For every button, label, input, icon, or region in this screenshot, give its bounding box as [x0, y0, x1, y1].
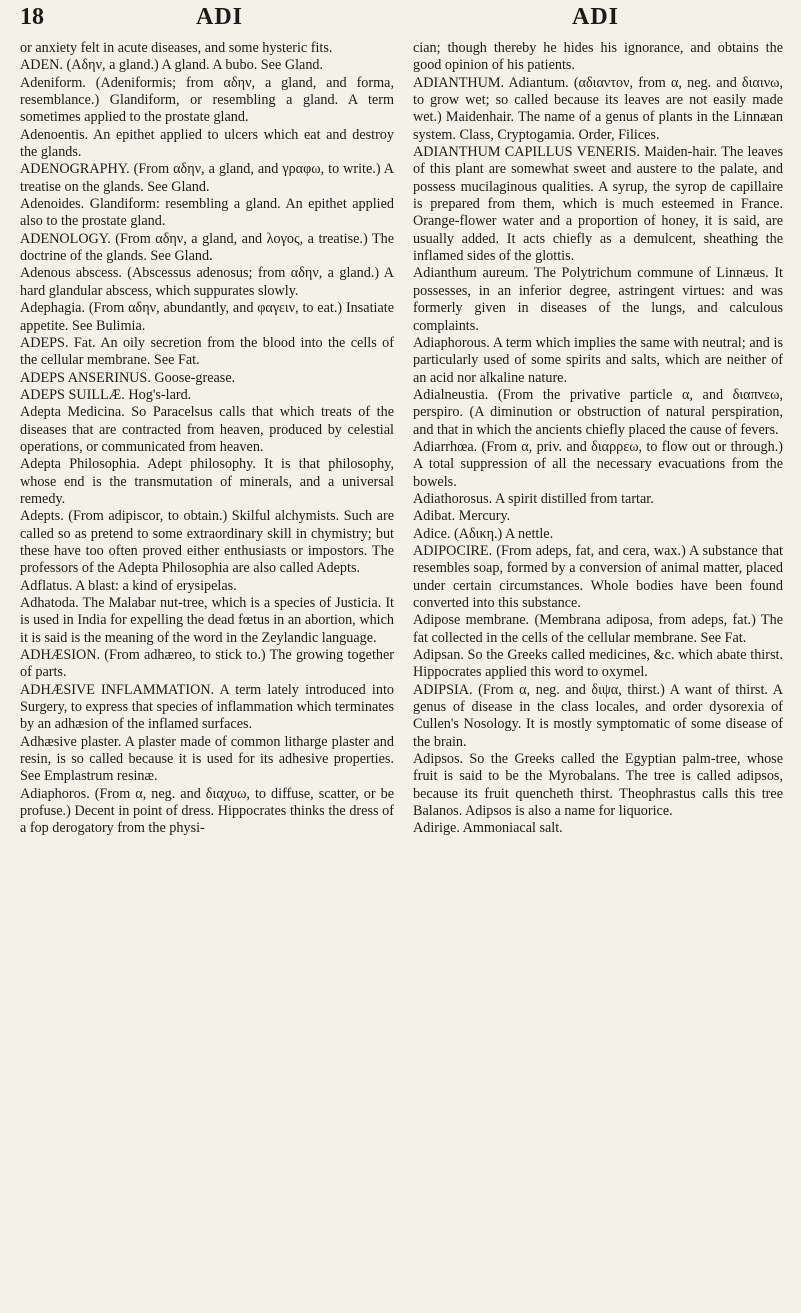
entry-adeps: ADEPS. Fat. An oily secretion from the blood into the cells of the cellular membrane. See Fat.: [20, 334, 394, 369]
entry-adeps-anserinus: ADEPS ANSERINUS. Goose-grease.: [20, 369, 236, 386]
entry-adiaphorous: Adiaphorous. A term which implies the same with neutral; and is particularly used of some spirits and salts, which are neither of an acid nor alkaline nature.: [413, 334, 783, 386]
entry-adirige: Adirige. Ammoniacal salt.: [413, 820, 563, 837]
entry-adenoides: Adenoides. Glandiform: resembling a gland. An epithet applied also to the prostate gland.: [20, 196, 394, 230]
entry-adepts: Adepts. (From adipiscor, to obtain.) Skilful alchymists. Such are called so as pretend to some extraordinary skill in chymistry; but these have too often proved either enthusiasts or impostors. The professors of the Adepta Philosophia are also called Adepts.: [20, 508, 394, 577]
entry-adenoentis: Adenoentis. An epithet applied to ulcers which eat and destroy the glands.: [20, 126, 394, 161]
running-head-left: ADI: [196, 4, 244, 30]
entry-adepta-philosophia: Adepta Philosophia. Adept philosophy. It is that philosophy, whose end is the transmutation of minerals, and a universal remedy.: [20, 456, 394, 507]
entry-adiathorosus: Adiathorosus. A spirit distilled from tartar.: [413, 490, 654, 507]
entry-adianthum-capillus-veneris: ADIANTHUM CAPILLUS VENERIS. Maiden-hair. The leaves of this plant are somewhat sweet and austere to the palate, and possess mucilaginous qualities. A syrup, the syrop de capillaire is prepared from them, which is much esteemed in France. Orange-flower water and a proportion of honey, it is said, are usually added. It acts chiefly as a demulcent, sheathing the inflamed sides of the glottis.: [413, 144, 783, 265]
entry-adice: Adice. (Αδικη.) A nettle.: [413, 525, 554, 542]
entry-continuation: cian; though thereby he hides his ignorance, and obtains the good opinion of his patients.: [413, 40, 783, 74]
entry-adepta-medicina: Adepta Medicina. So Paracelsus calls that which treats of the diseases that are contracted from heaven, produced by celestial operations, or communicated from heaven.: [20, 404, 394, 455]
entry-adialneustia: Adialneustia. (From the privative particle α, and διαπνεω, perspiro. (A diminution or obstruction of natural perspiration, and that in which the ancients chiefly placed the cause of fevers.: [413, 386, 783, 438]
entry-adipsia: ADIPSIA. (From α, neg. and διψα, thirst.) A want of thirst. A genus of disease in the class locales, and order dysorexia of Cullen's Nosology. It is mostly symptomatic of some disease of the brain.: [413, 681, 783, 750]
entry-adianthum-aureum: Adianthum aureum. The Polytrichum commune of Linnæus. It possesses, in an inferior degree, astringent virtues: and was formerly given in diseases of the lungs, and calculous complaints.: [413, 265, 783, 334]
running-header: [0, 0, 801, 40]
entry-adenology: ADENOLOGY. (From αδην, a gland, and λογος, a treatise.) The doctrine of the glands. See Gland.: [20, 230, 394, 265]
entry-aden: ADEN. (Aδην, a gland.) A gland. A bubo. See Gland.: [20, 57, 324, 74]
left-column: [20, 40, 394, 838]
entry-adephagia: Adephagia. (From αδην, abundantly, and φαγειν, to eat.) Insatiate appetite. See Bulimia.: [20, 300, 394, 334]
entry-adhaesion: ADHÆSION. (From adhæreo, to stick to.) The growing together of parts.: [20, 647, 394, 681]
entry-adenography: ADENOGRAPHY. (From αδην, a gland, and γραφω, to write.) A treatise on the glands. See Gland.: [20, 161, 394, 195]
running-head-right: ADI: [572, 4, 620, 30]
entry-adhaesive-inflammation: ADHÆSIVE INFLAMMATION. A term lately introduced into Surgery, to express that species of inflammation which terminates by an adhæsion of the inflamed surfaces.: [20, 681, 394, 733]
entry-adipsos: Adipsos. So the Greeks called the Egyptian palm-tree, whose fruit is said to be the Myrobalans. The tree is called adipsos, because its fruit quencheth thirst. Theophrastus calls this tree Balanos. Adipsos is also a name for liquorice.: [413, 751, 783, 820]
right-column: [413, 40, 783, 838]
entry-adeps-suillae: ADEPS SUILLÆ. Hog's-lard.: [20, 386, 192, 403]
entry-adflatus: Adflatus. A blast: a kind of erysipelas.: [20, 577, 237, 594]
entry-adenous-abscess: Adenous abscess. (Abscessus adenosus; from αδην, a gland.) A hard glandular abscess, which suppurates slowly.: [20, 265, 394, 299]
entry-adipocire: ADIPOCIRE. (From adeps, fat, and cera, wax.) A substance that resembles soap, formed by a conversion of animal matter, placed under certain circumstances. Whole bodies have been found converted into this substance.: [413, 542, 783, 611]
entry-adipose-membrane: Adipose membrane. (Membrana adiposa, from adeps, fat.) The fat collected in the cells of the cellular membrane. See Fat.: [413, 612, 783, 646]
entry-adibat: Adibat. Mercury.: [413, 508, 511, 525]
entry-adianthum: ADIANTHUM. Adiantum. (αδιαντον, from α, neg. and διαινω, to grow wet; so called because its leaves are not easily made wet.) Maidenhair. The name of a genus of plants in the Linnæan system. Class, Cryptogamia. Order, Filices.: [413, 74, 783, 143]
column-gutter: [400, 45, 401, 1295]
entry-adiaphoros: Adiaphoros. (From α, neg. and διαχυω, to diffuse, scatter, or be profuse.) Decent in point of dress. Hippocrates thinks the dress of a fop derogatory from the physi-: [20, 785, 394, 837]
entry-adhatoda: Adhatoda. The Malabar nut-tree, which is a species of Justicia. It is used in India for expelling the dead fœtus in an abortion, which it is said is the meaning of the word in the Zeylandic language.: [20, 595, 394, 646]
entry-continuation: or anxiety felt in acute diseases, and some hysteric fits.: [20, 40, 333, 56]
entry-adiarrhoea: Adiarrhœa. (From α, priv. and διαρρεω, to flow out or through.) A total suppression of all the necessary evacuations from the bowels.: [413, 438, 783, 490]
entry-adhaesive-plaster: Adhæsive plaster. A plaster made of common litharge plaster and resin, is so called because it is used for its adhesive properties. See Emplastrum resinæ.: [20, 733, 394, 785]
page-number: 18: [20, 4, 44, 30]
entry-adeniform: Adeniform. (Adeniformis; from αδην, a gland, and forma, resemblance.) Glandiform, or resembling a gland. A term sometimes applied to the prostate gland.: [20, 74, 394, 126]
entry-adipsan: Adipsan. So the Greeks called medicines, &c. which abate thirst. Hippocrates applied this word to oxymel.: [413, 647, 783, 681]
